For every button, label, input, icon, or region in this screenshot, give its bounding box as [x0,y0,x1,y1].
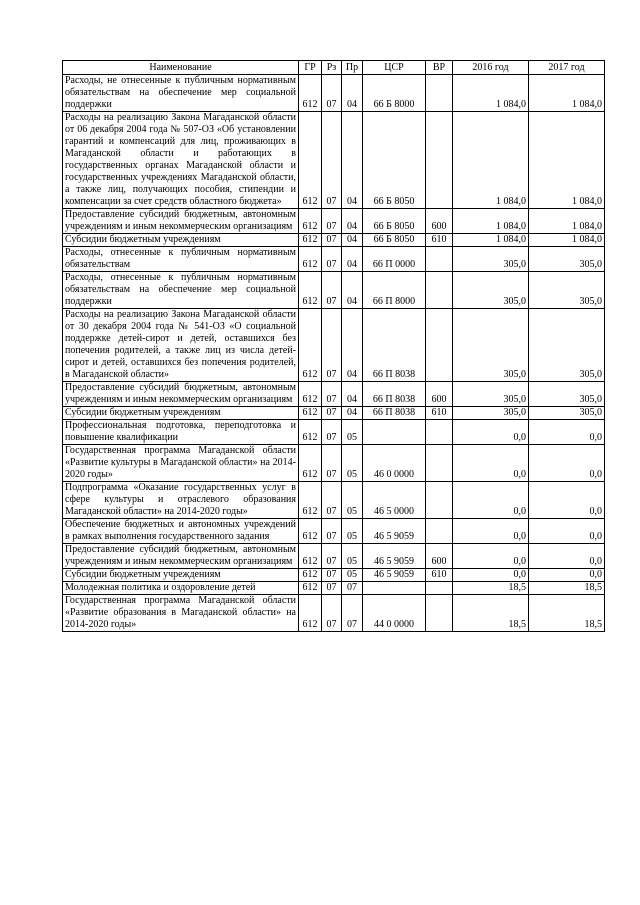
row-pr: 05 [342,445,363,482]
row-2017: 0,0 [529,544,605,569]
row-2016: 1 084,0 [453,75,529,112]
row-pr: 04 [342,75,363,112]
row-2016: 0,0 [453,445,529,482]
row-csr: 66 Б 8050 [363,209,426,234]
row-2017: 1 084,0 [529,112,605,209]
row-gr: 612 [299,407,322,420]
row-name: Государственная программа Магаданской области «Развитие культуры в Магаданской области» на 2014-2020 годы» [63,445,299,482]
row-2017: 0,0 [529,445,605,482]
row-vr: 610 [426,407,453,420]
row-2017: 18,5 [529,582,605,595]
row-name: Обеспечение бюджетных и автономных учреждений в рамках выполнения государственного задания [63,519,299,544]
table-header-row [63,61,605,75]
row-vr [426,582,453,595]
row-csr: 46 5 9059 [363,569,426,582]
row-vr [426,112,453,209]
table-row [63,209,605,234]
table-row [63,420,605,445]
row-pr: 04 [342,407,363,420]
row-gr: 612 [299,382,322,407]
row-vr: 600 [426,209,453,234]
row-gr: 612 [299,420,322,445]
row-2017: 305,0 [529,382,605,407]
row-rz: 07 [322,569,342,582]
row-2016: 0,0 [453,544,529,569]
row-gr: 612 [299,272,322,309]
row-2016: 1 084,0 [453,112,529,209]
row-gr: 612 [299,445,322,482]
table-row [63,309,605,382]
row-2016: 305,0 [453,407,529,420]
row-csr: 46 5 9059 [363,544,426,569]
row-name: Расходы, не отнесенные к публичным нормативным обязательствам на обеспечение мер социальной поддержки [63,75,299,112]
row-2016: 305,0 [453,272,529,309]
row-vr: 600 [426,544,453,569]
row-pr: 05 [342,482,363,519]
row-vr [426,519,453,544]
row-gr: 612 [299,582,322,595]
row-vr [426,75,453,112]
row-2017: 0,0 [529,420,605,445]
row-gr: 612 [299,112,322,209]
row-pr: 05 [342,420,363,445]
table-row [63,407,605,420]
row-rz: 07 [322,272,342,309]
row-pr: 04 [342,209,363,234]
table-row [63,382,605,407]
header-vr: ВР [426,61,453,75]
row-gr: 612 [299,544,322,569]
row-name: Подпрограмма «Оказание государственных услуг в сфере культуры и отраслевого образования Магаданской области» на 2014-2020 годы» [63,482,299,519]
table-body [63,75,605,632]
row-pr: 07 [342,582,363,595]
row-vr [426,595,453,632]
row-pr: 04 [342,234,363,247]
header-2017: 2017 год [529,61,605,75]
row-csr [363,420,426,445]
row-2017: 0,0 [529,569,605,582]
row-pr: 04 [342,309,363,382]
header-gr: ГР [299,61,322,75]
row-gr: 612 [299,569,322,582]
row-name: Предоставление субсидий бюджетным, автономным учреждениям и иным некоммерческим организациям [63,544,299,569]
row-2016: 305,0 [453,309,529,382]
row-vr: 610 [426,569,453,582]
row-2016: 305,0 [453,247,529,272]
row-rz: 07 [322,582,342,595]
row-2017: 0,0 [529,482,605,519]
row-pr: 05 [342,519,363,544]
row-csr: 66 П 8038 [363,382,426,407]
row-2017: 305,0 [529,309,605,382]
row-rz: 07 [322,209,342,234]
row-csr: 66 П 0000 [363,247,426,272]
table-row [63,75,605,112]
row-2016: 18,5 [453,595,529,632]
row-rz: 07 [322,519,342,544]
row-csr: 66 Б 8050 [363,112,426,209]
row-csr: 66 П 8000 [363,272,426,309]
row-csr: 66 П 8038 [363,407,426,420]
table-row [63,482,605,519]
row-vr: 610 [426,234,453,247]
table-row [63,582,605,595]
row-name: Расходы на реализацию Закона Магаданской области от 30 декабря 2004 года № 541-ОЗ «О социальной поддержке детей-сирот и детей, оставшихся без попечения родителей, а также лиц из числа детей-сирот и детей, оставшихся без попечения родителей, в Магаданской области» [63,309,299,382]
row-csr [363,582,426,595]
row-rz: 07 [322,544,342,569]
row-2016: 0,0 [453,519,529,544]
row-rz: 07 [322,482,342,519]
row-name: Расходы, отнесенные к публичным нормативным обязательствам [63,247,299,272]
row-rz: 07 [322,309,342,382]
row-pr: 04 [342,247,363,272]
header-csr: ЦСР [363,61,426,75]
header-2016: 2016 год [453,61,529,75]
row-csr: 66 Б 8000 [363,75,426,112]
row-2016: 0,0 [453,569,529,582]
row-2017: 305,0 [529,272,605,309]
row-csr: 46 0 0000 [363,445,426,482]
row-csr: 66 Б 8050 [363,234,426,247]
row-csr: 66 П 8038 [363,309,426,382]
row-name: Субсидии бюджетным учреждениям [63,234,299,247]
table-row [63,112,605,209]
row-rz: 07 [322,234,342,247]
row-rz: 07 [322,75,342,112]
row-pr: 04 [342,382,363,407]
row-pr: 07 [342,595,363,632]
row-name: Расходы на реализацию Закона Магаданской области от 06 декабря 2004 года № 507-ОЗ «Об установлении гарантий и компенсаций для лиц, проживающих в Магаданской области и работающих в государственных органах Магаданской области и государственных учреждениях Магаданской области, а также лиц, получающих пособия, стипендии и компенсации за счет средств областного бюджета» [63,112,299,209]
row-name: Молодежная политика и оздоровление детей [63,582,299,595]
row-name: Предоставление субсидий бюджетным, автономным учреждениям и иным некоммерческим организациям [63,209,299,234]
row-2017: 1 084,0 [529,234,605,247]
row-rz: 07 [322,420,342,445]
row-2016: 1 084,0 [453,209,529,234]
row-rz: 07 [322,382,342,407]
header-rz: Рз [322,61,342,75]
row-2016: 305,0 [453,382,529,407]
row-name: Субсидии бюджетным учреждениям [63,407,299,420]
row-gr: 612 [299,482,322,519]
row-gr: 612 [299,234,322,247]
row-vr [426,272,453,309]
row-name: Предоставление субсидий бюджетным, автономным учреждениям и иным некоммерческим организациям [63,382,299,407]
table-row [63,595,605,632]
row-name: Субсидии бюджетным учреждениям [63,569,299,582]
row-rz: 07 [322,112,342,209]
row-vr [426,420,453,445]
row-2016: 0,0 [453,482,529,519]
row-2017: 0,0 [529,519,605,544]
row-gr: 612 [299,209,322,234]
row-rz: 07 [322,595,342,632]
row-vr [426,482,453,519]
row-name: Профессиональная подготовка, переподготовка и повышение квалификации [63,420,299,445]
row-2016: 1 084,0 [453,234,529,247]
row-vr [426,309,453,382]
header-name: Наименование [63,61,299,75]
row-name: Расходы, отнесенные к публичным нормативным обязательствам на обеспечение мер социальной поддержки [63,272,299,309]
row-csr: 44 0 0000 [363,595,426,632]
row-pr: 04 [342,272,363,309]
row-pr: 05 [342,569,363,582]
row-rz: 07 [322,247,342,272]
table-row [63,569,605,582]
row-gr: 612 [299,247,322,272]
row-gr: 612 [299,75,322,112]
row-rz: 07 [322,407,342,420]
table-row [63,445,605,482]
row-2017: 305,0 [529,407,605,420]
row-vr: 600 [426,382,453,407]
row-pr: 05 [342,544,363,569]
row-vr [426,247,453,272]
table-row [63,544,605,569]
table-row [63,234,605,247]
row-2017: 305,0 [529,247,605,272]
budget-table [62,60,605,632]
row-2017: 1 084,0 [529,75,605,112]
row-csr: 46 5 9059 [363,519,426,544]
table-row [63,519,605,544]
row-gr: 612 [299,595,322,632]
row-csr: 46 5 0000 [363,482,426,519]
row-2016: 0,0 [453,420,529,445]
row-2016: 18,5 [453,582,529,595]
table-row [63,272,605,309]
table-row [63,247,605,272]
row-pr: 04 [342,112,363,209]
row-vr [426,445,453,482]
row-name: Государственная программа Магаданской области «Развитие образования в Магаданской области» на 2014-2020 годы» [63,595,299,632]
row-rz: 07 [322,445,342,482]
row-gr: 612 [299,519,322,544]
header-pr: Пр [342,61,363,75]
row-2017: 1 084,0 [529,209,605,234]
row-gr: 612 [299,309,322,382]
row-2017: 18,5 [529,595,605,632]
